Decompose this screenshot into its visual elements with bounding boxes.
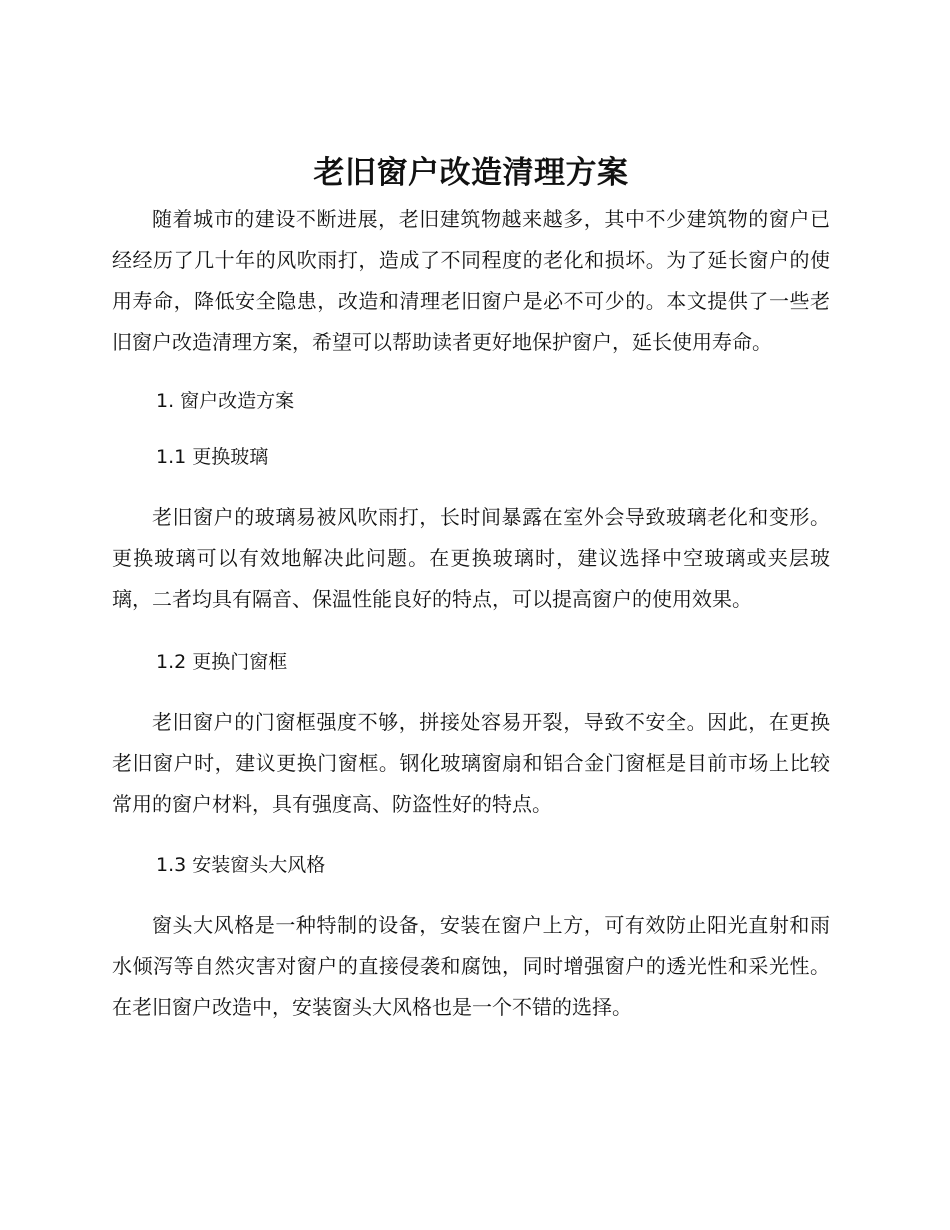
subsection-heading-install-window-canopy: 1.3 安装窗头大风格: [156, 854, 326, 876]
paragraph-replace-frame: 老旧窗户的门窗框强度不够，拼接处容易开裂，导致不安全。因此，在更换老旧窗户时，建议更换门窗框。钢化玻璃窗扇和铝合金门窗框是目前市场上比较常用的窗户材料，具有强度高、防盗性好的特点。: [112, 710, 830, 816]
subsection-heading-replace-glass: 1.1 更换玻璃: [156, 446, 269, 468]
intro-paragraph: 随着城市的建设不断进展，老旧建筑物越来越多，其中不少建筑物的窗户已经经历了几十年的风吹雨打，造成了不同程度的老化和损坏。为了延长窗户的使用寿命，降低安全隐患，改造和清理老旧窗户是必不可少的。本文提供了一些老旧窗户改造清理方案，希望可以帮助读者更好地保护窗户，延长使用寿命。: [112, 207, 830, 354]
paragraph-replace-glass: 老旧窗户的玻璃易被风吹雨打，长时间暴露在室外会导致玻璃老化和变形。更换玻璃可以有效地解决此问题。在更换玻璃时，建议选择中空玻璃或夹层玻璃，二者均具有隔音、保温性能良好的特点，可以提高窗户的使用效果。: [112, 505, 830, 611]
section-heading-window-renovation: 1. 窗户改造方案: [156, 390, 295, 412]
subsection-heading-replace-frame: 1.2 更换门窗框: [156, 651, 288, 673]
document-body: [112, 150, 830, 1028]
paragraph-install-window-canopy: 窗头大风格是一种特制的设备，安装在窗户上方，可有效防止阳光直射和雨水倾泻等自然灾害对窗户的直接侵袭和腐蚀，同时增强窗户的透光性和采光性。在老旧窗户改造中，安装窗头大风格也是一个不错的选择。: [112, 913, 830, 1019]
document-title: 老旧窗户改造清理方案: [313, 155, 629, 191]
